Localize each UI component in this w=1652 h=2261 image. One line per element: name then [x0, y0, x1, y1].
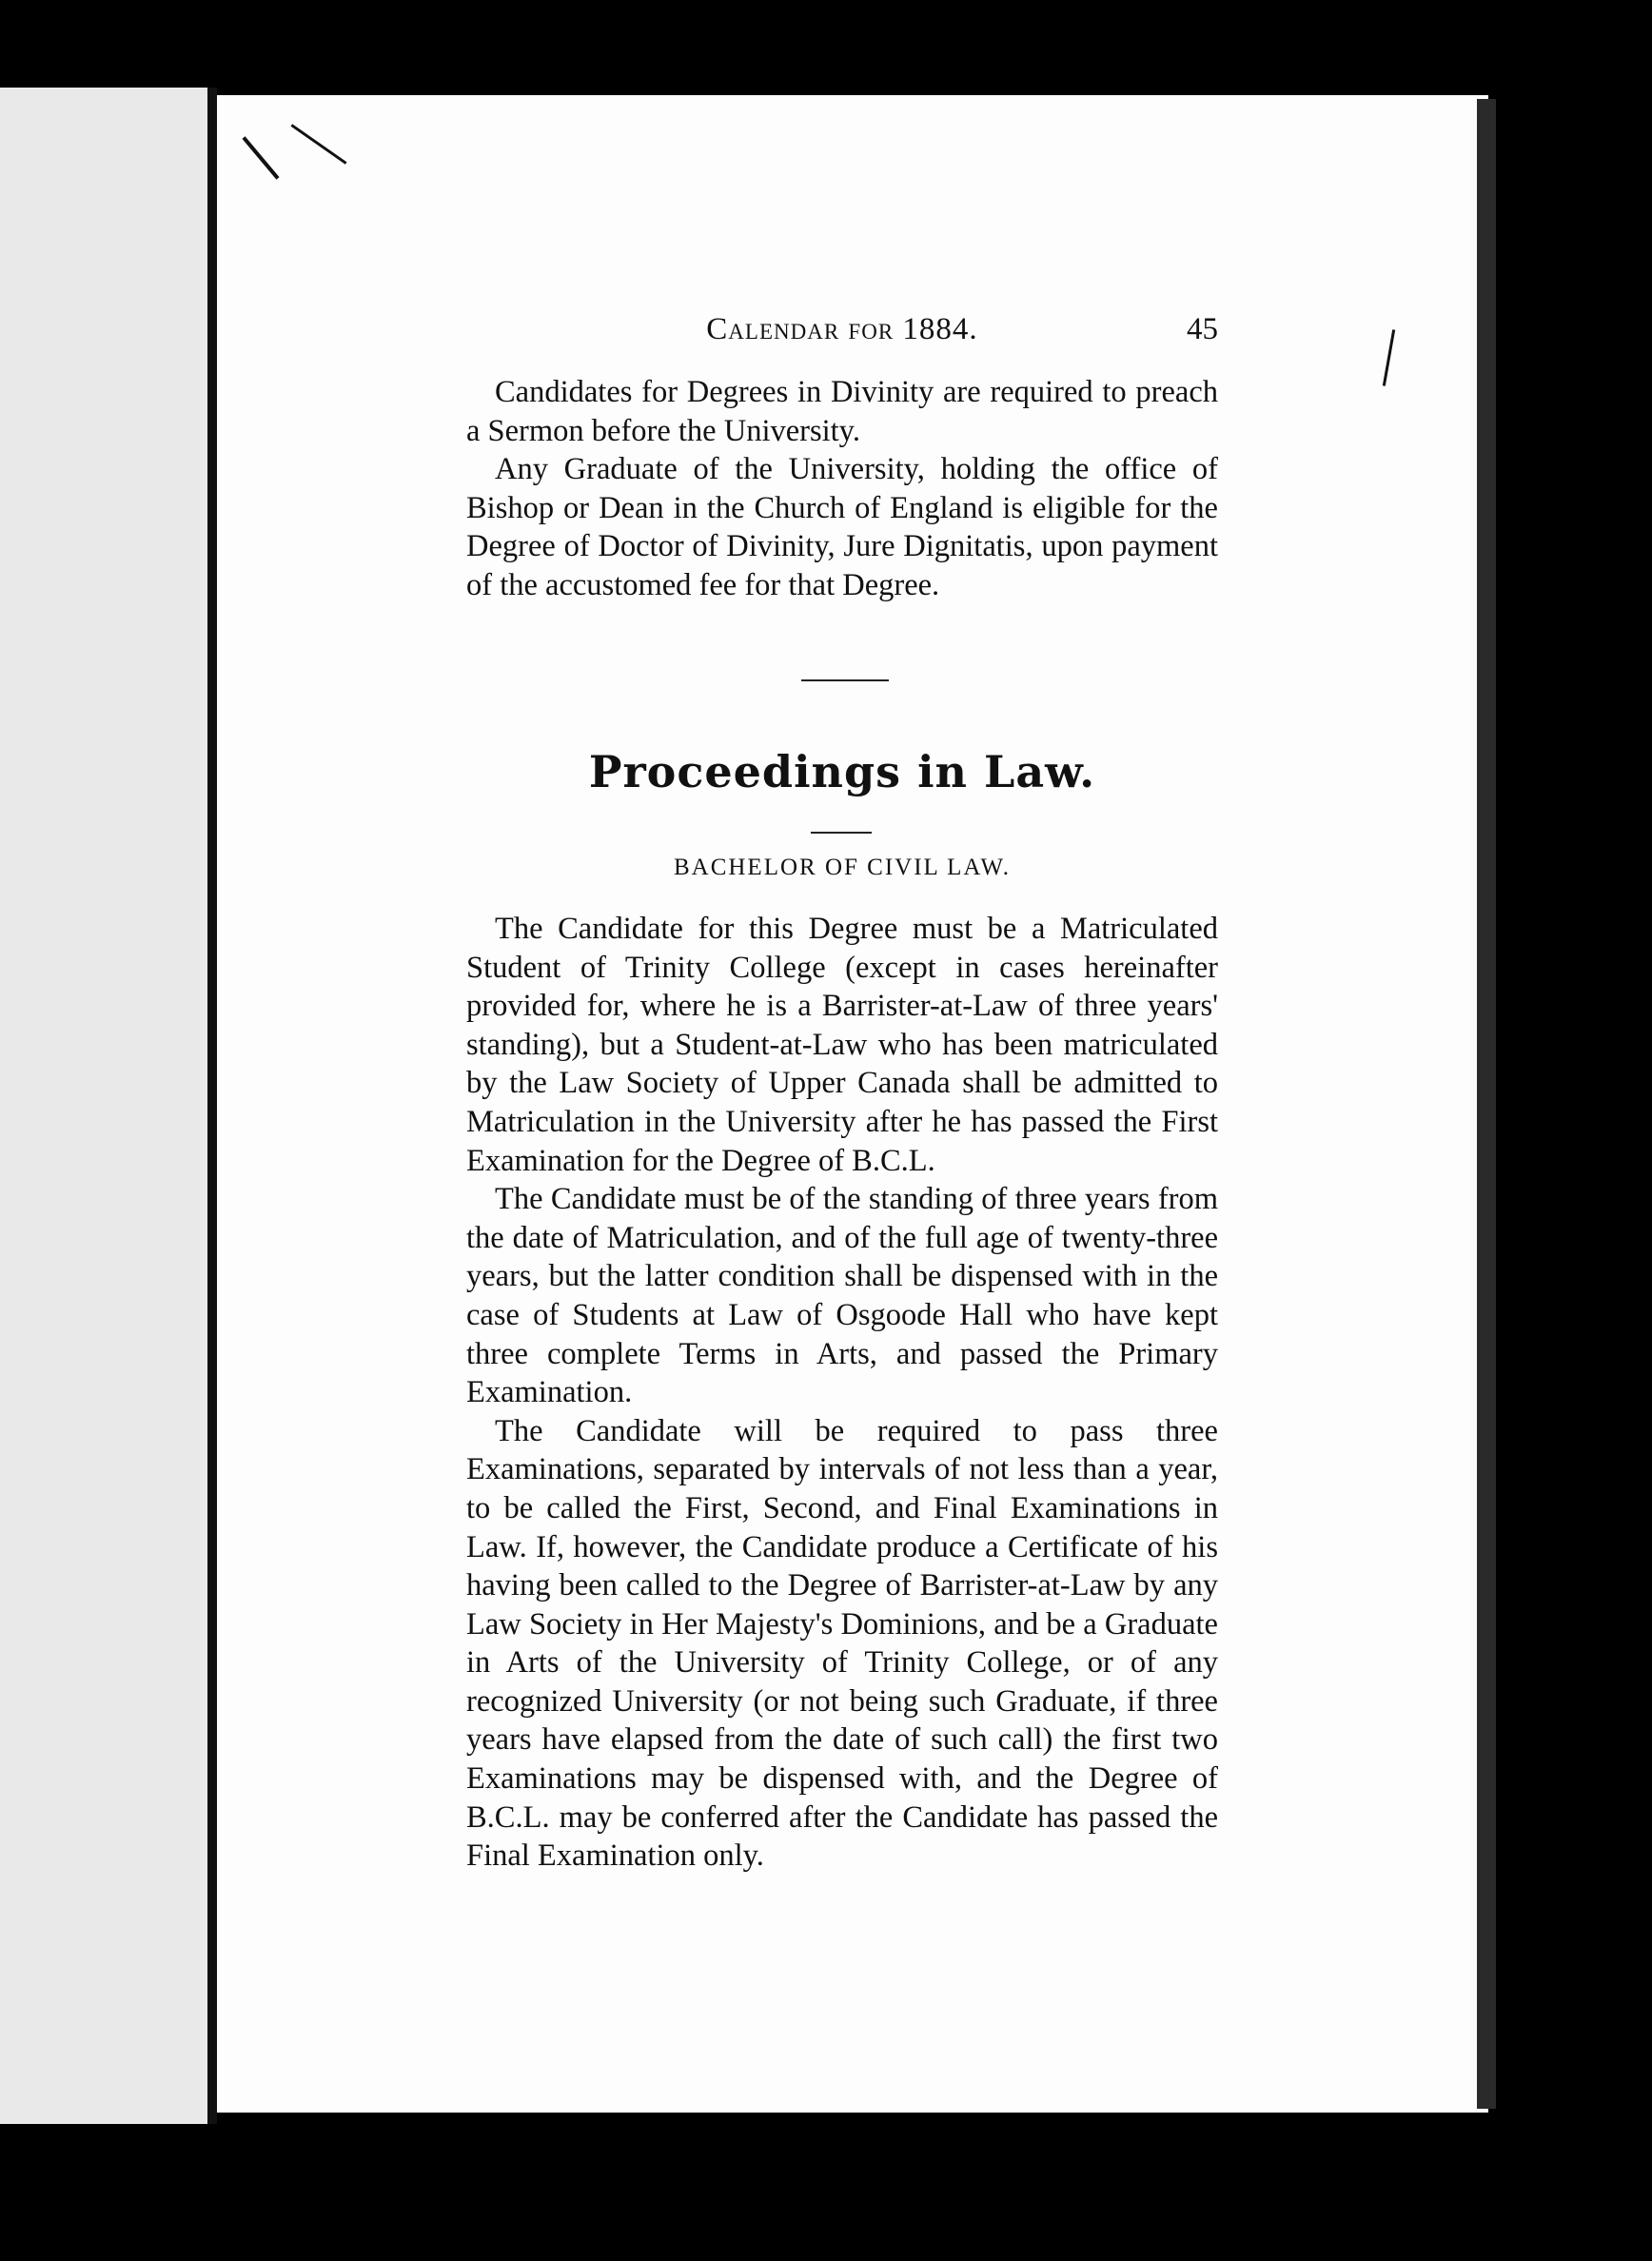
divider-rule: [801, 679, 889, 681]
facing-page-edge: [0, 88, 211, 2124]
law-text: [466, 910, 1218, 1876]
paragraph: The Candidate will be required to pass three Examinations, separated by intervals of not less than a year, to be called the First, Second, and Final Examinations in Law. If, however, the Candidate produce a Certificate of his having been called to the Degree of Barrister-at-Law by any Law Society in Her Majesty's Dominions, and be a Graduate in Arts of the University of Trinity College, or of any recognized University (or not being such Graduate, if three years have elapsed from the date of such call) the first two Examinations may be dispensed with, and the Degree of B.C.L. may be conferred after the Candidate has passed the Final Examination only.: [466, 1413, 1218, 1874]
paragraph: The Candidate for this Degree must be a Matriculated Student of Trinity College (except in cases hereinafter provided for, where he is a Barrister-at-Law of three years' standing), but a Student-at-Law who has been matriculated by the Law Society of Upper Canada shall be admitted to Matriculation in the University after he has passed the First Examination for the Degree of B.C.L.: [466, 912, 1218, 1178]
page-edge-shadow: [1477, 99, 1496, 2109]
paragraph: Candidates for Degrees in Divinity are required to preach a Sermon before the University.: [466, 375, 1218, 448]
page-number: 45: [1187, 312, 1218, 346]
paragraph: Any Graduate of the University, holding the office of Bishop or Dean in the Church of England is eligible for the Degree of Doctor of Divinity, Jure Dignitatis, upon payment of the accustomed fee for that Degree.: [466, 452, 1218, 602]
sub-heading: BACHELOR OF CIVIL LAW.: [673, 855, 1012, 880]
running-head: [466, 312, 1218, 358]
binding-gutter: [207, 88, 217, 2124]
section-heading: Proceedings in Law.: [588, 746, 1096, 797]
paragraph: The Candidate must be of the standing of three years from the date of Matriculation, and of the full age of twenty-three years, but the latter condition shall be dispensed with in the case of Students at Law of Osgoode Hall who have kept three complete Terms in Arts, and passed the Primary Examination.: [466, 1182, 1218, 1410]
divinity-text: [466, 373, 1218, 605]
divider-rule: [811, 832, 872, 834]
running-title: Calendar for 1884.: [706, 312, 978, 346]
